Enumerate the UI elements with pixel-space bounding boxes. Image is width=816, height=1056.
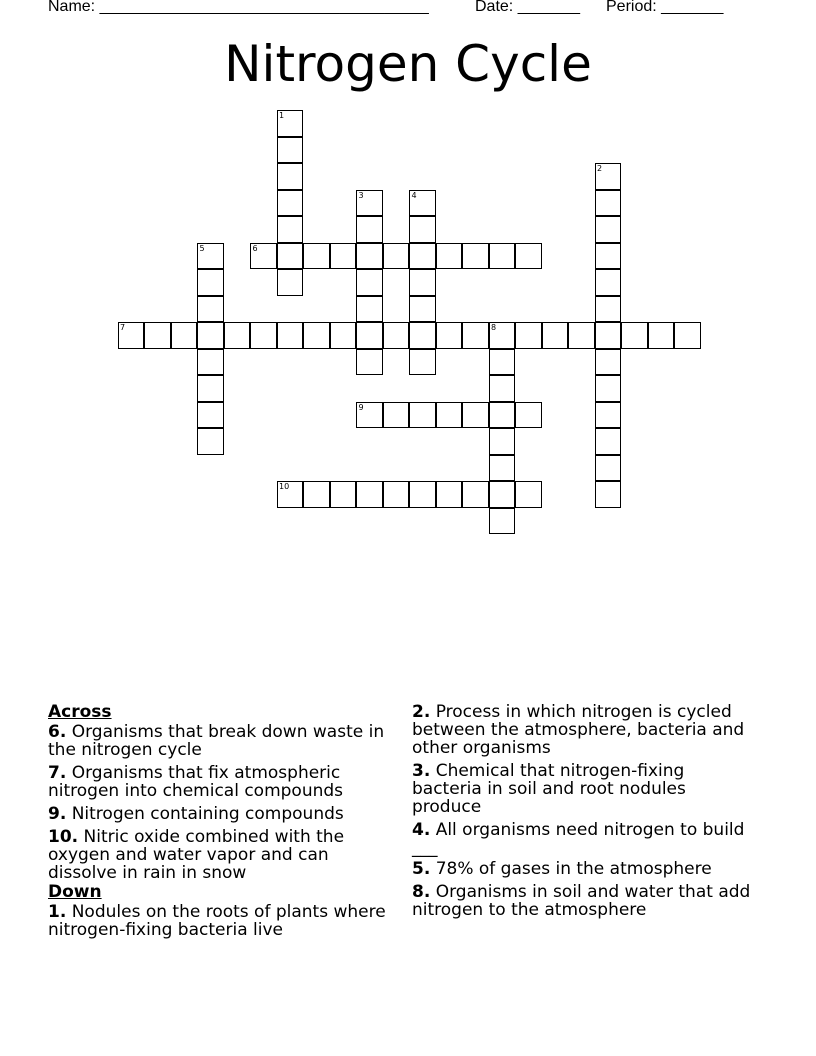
across-heading: Across [48,702,112,722]
crossword-cell[interactable] [277,243,304,270]
crossword-cell[interactable] [542,322,569,349]
crossword-cell[interactable] [595,349,622,376]
crossword-cell[interactable] [409,243,436,270]
crossword-cell[interactable] [515,481,542,508]
crossword-cell[interactable] [489,375,516,402]
clues-left-column [48,703,388,944]
crossword-cell[interactable] [515,243,542,270]
crossword-cell[interactable] [489,428,516,455]
crossword-cell[interactable] [197,375,224,402]
crossword-cell[interactable] [409,296,436,323]
crossword-cell[interactable] [356,216,383,243]
clue-across-6: 6. Organisms that break down waste in the nitrogen cycle [48,722,385,760]
name-field-label: Name: _____________________________________ [48,0,429,15]
crossword-cell[interactable] [250,243,277,270]
crossword-cell[interactable] [277,216,304,243]
crossword-cell[interactable] [118,322,145,349]
crossword-cell[interactable] [595,322,622,349]
crossword-cell[interactable] [648,322,675,349]
crossword-cell[interactable] [621,322,648,349]
crossword-cell[interactable] [277,190,304,217]
clue-across-7: 7. Organisms that fix atmospheric nitrogen into chemical compounds [48,763,344,801]
crossword-cell[interactable] [489,402,516,429]
crossword-cell[interactable] [595,296,622,323]
crossword-cell[interactable] [383,402,410,429]
date-field-label: Date: _______ [475,0,580,15]
crossword-cell[interactable] [462,402,489,429]
clue-down-3: 3. Chemical that nitrogen-fixing bacteria in soil and root nodules produce [412,761,686,817]
clue-number-label: 10 [279,482,290,491]
crossword-cell[interactable] [515,402,542,429]
crossword-cell[interactable] [489,508,516,535]
crossword-cell[interactable] [197,349,224,376]
crossword-cell[interactable] [303,243,330,270]
clue-number-label: 2 [597,164,603,173]
crossword-cell[interactable] [595,481,622,508]
crossword-cell[interactable] [595,163,622,190]
crossword-cell[interactable] [383,243,410,270]
crossword-cell[interactable] [462,243,489,270]
crossword-cell[interactable] [356,322,383,349]
period-field-label: Period: _______ [606,0,724,15]
page-title: Nitrogen Cycle [224,35,592,93]
crossword-cell[interactable] [595,402,622,429]
crossword-cell[interactable] [330,322,357,349]
clue-number-label: 4 [411,190,417,200]
crossword-cell[interactable] [489,322,516,349]
crossword-cell[interactable] [595,375,622,402]
clues-right-column [412,703,757,924]
crossword-cell[interactable] [250,322,277,349]
crossword-cell[interactable] [356,190,383,217]
crossword-cell[interactable] [277,269,304,296]
crossword-cell[interactable] [436,322,463,349]
clue-across-9: 9. Nitrogen containing compounds [48,804,344,824]
crossword-cell[interactable] [383,322,410,349]
crossword-cell[interactable] [277,110,304,137]
crossword-cell[interactable] [197,322,224,349]
crossword-cell[interactable] [674,322,701,349]
crossword-cell[interactable] [409,269,436,296]
crossword-cell[interactable] [171,322,198,349]
crossword-cell[interactable] [568,322,595,349]
crossword-cell[interactable] [489,243,516,270]
crossword-cell[interactable] [462,322,489,349]
crossword-cell[interactable] [409,349,436,376]
clue-number-label: 9 [358,402,364,412]
crossword-cell[interactable] [409,402,436,429]
crossword-cell[interactable] [197,402,224,429]
clue-number-label: 8 [491,323,497,332]
crossword-cell[interactable] [595,216,622,243]
clue-number-label: 3 [358,190,364,200]
crossword-cell[interactable] [197,269,224,296]
crossword-cell[interactable] [197,428,224,455]
crossword-cell[interactable] [356,243,383,270]
crossword-cell[interactable] [224,322,251,349]
crossword-cell[interactable] [595,190,622,217]
crossword-cell[interactable] [330,243,357,270]
crossword-cell[interactable] [489,455,516,482]
crossword-cell[interactable] [595,455,622,482]
crossword-cell[interactable] [436,243,463,270]
crossword-cell[interactable] [489,349,516,376]
crossword-cell[interactable] [515,322,542,349]
crossword-cell[interactable] [197,296,224,323]
clue-down-2: 2. Process in which nitrogen is cycled between the atmosphere, bacteria and other organisms [412,702,745,758]
crossword-cell[interactable] [356,481,383,508]
crossword-cell[interactable] [595,428,622,455]
crossword-cell[interactable] [409,322,436,349]
clue-number-label: 1 [279,111,285,120]
crossword-cell[interactable] [462,481,489,508]
crossword-cell[interactable] [409,216,436,243]
crossword-cell[interactable] [356,296,383,323]
clue-down-4: 4. All organisms need nitrogen to build ___ [412,820,745,858]
clue-number-label: 7 [120,323,126,332]
crossword-cell[interactable] [489,481,516,508]
clue-down-1: 1. Nodules on the roots of plants where nitrogen-fixing bacteria live [48,902,386,940]
clue-down-5: 5. 78% of gases in the atmosphere [412,859,712,879]
down-heading: Down [48,882,102,902]
crossword-cell[interactable] [277,481,304,508]
crossword-cell[interactable] [595,269,622,296]
crossword-cell[interactable] [409,481,436,508]
crossword-cell[interactable] [436,481,463,508]
crossword-cell[interactable] [330,481,357,508]
clue-across-10: 10. Nitric oxide combined with the oxygen and water vapor and can dissolve in rain in snow [48,827,345,883]
crossword-cell[interactable] [356,402,383,429]
crossword-cell[interactable] [144,322,171,349]
clue-down-8: 8. Organisms in soil and water that add nitrogen to the atmosphere [412,882,751,920]
crossword-cell[interactable] [277,137,304,164]
crossword-cell[interactable] [356,269,383,296]
crossword-cell[interactable] [277,322,304,349]
crossword-cell[interactable] [277,163,304,190]
clue-number-label: 5 [199,243,205,253]
clue-number-label: 6 [252,243,258,253]
crossword-cell[interactable] [595,243,622,270]
crossword-cell[interactable] [356,349,383,376]
crossword-cell[interactable] [436,402,463,429]
crossword-cell[interactable] [303,481,330,508]
crossword-cell[interactable] [197,243,224,270]
crossword-cell[interactable] [383,481,410,508]
crossword-cell[interactable] [409,190,436,217]
crossword-cell[interactable] [303,322,330,349]
